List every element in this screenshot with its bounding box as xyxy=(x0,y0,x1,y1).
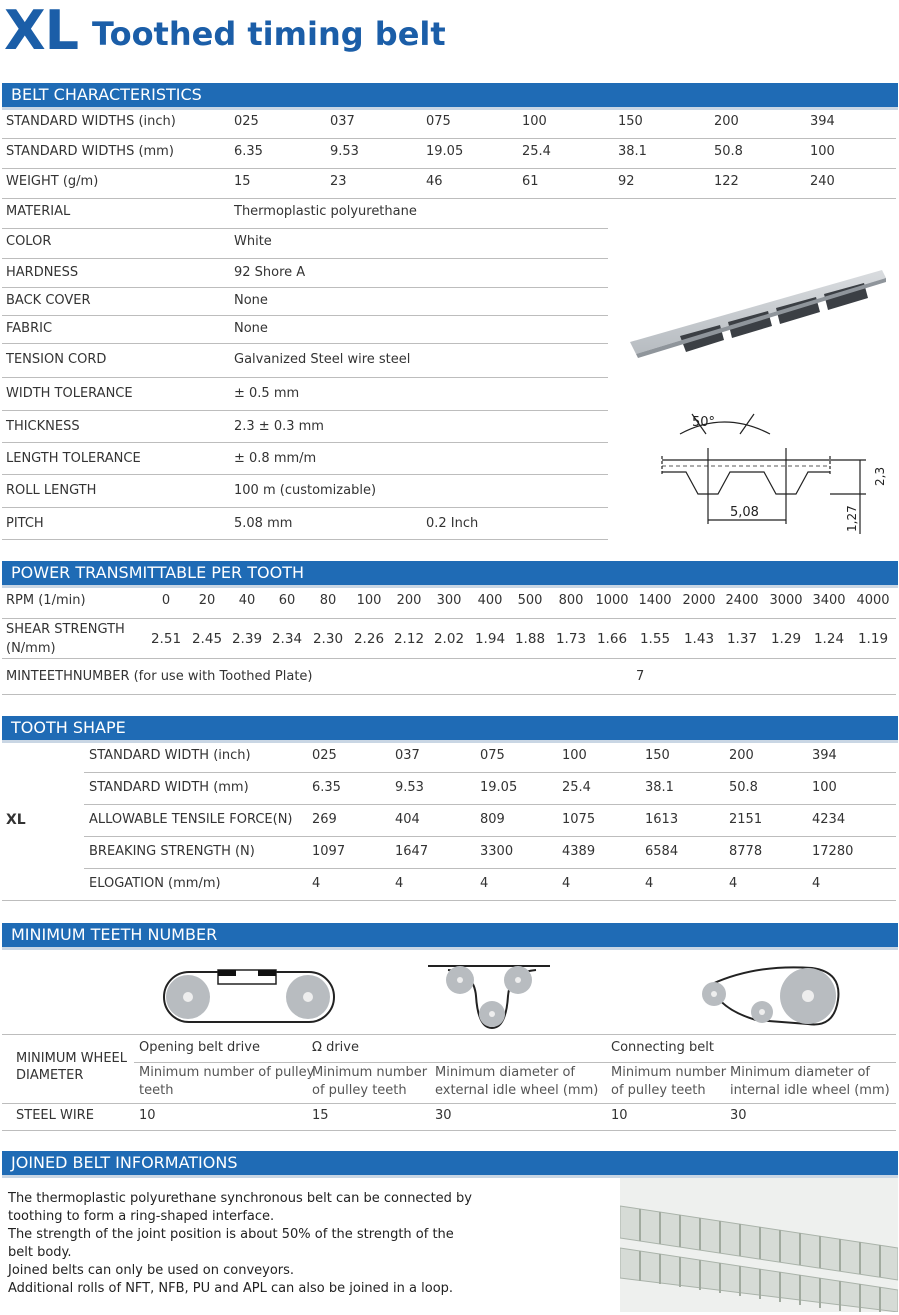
rpm-cell: 300 xyxy=(436,593,462,608)
shear-cell: 2.39 xyxy=(231,631,263,647)
tooth-cell: 200 xyxy=(729,748,754,763)
char-cell: 150 xyxy=(618,114,643,129)
tooth-cell: 150 xyxy=(645,748,670,763)
prop-value: None xyxy=(234,321,268,336)
joined-line: Joined belts can only be used on conveyors. xyxy=(8,1263,295,1278)
divider xyxy=(2,138,896,139)
opening-drive-drawing xyxy=(160,962,340,1032)
tooth-cell: 3300 xyxy=(480,844,514,859)
shear-cell: 1.29 xyxy=(770,631,802,647)
divider xyxy=(2,1103,896,1104)
tooth-cell: 1097 xyxy=(312,844,346,859)
rpm-cell: 3400 xyxy=(812,593,846,608)
prop-value: None xyxy=(234,293,268,308)
rpm-cell: 40 xyxy=(238,593,256,608)
tooth-row-label: STANDARD WIDTH (mm) xyxy=(89,780,249,795)
tooth-cell: 50.8 xyxy=(729,780,758,795)
divider xyxy=(2,658,896,659)
tooth-dim-label: 1,27 xyxy=(845,505,859,532)
shear-cell: 2.34 xyxy=(271,631,303,647)
tooth-cell: 4 xyxy=(312,876,321,891)
prop-label: HARDNESS xyxy=(6,265,79,280)
divider xyxy=(2,442,608,443)
divider xyxy=(2,258,608,259)
tooth-cell: 269 xyxy=(312,812,337,827)
steel-wire-label: STEEL WIRE xyxy=(16,1108,94,1123)
rpm-cell: 200 xyxy=(396,593,422,608)
char-cell: 23 xyxy=(330,174,347,189)
min-teeth-value: 7 xyxy=(636,669,645,684)
tooth-cell: 4 xyxy=(812,876,821,891)
tooth-cell: 19.05 xyxy=(480,780,518,795)
char-cell: 240 xyxy=(810,174,835,189)
min-wheel-label-2: DIAMETER xyxy=(16,1068,84,1083)
tooth-cell: 9.53 xyxy=(395,780,424,795)
caption-c5-2: internal idle wheel (mm) xyxy=(730,1083,890,1098)
section-tooth-shape: TOOTH SHAPE xyxy=(2,716,898,740)
divider xyxy=(2,377,608,378)
tooth-row-label: ELOGATION (mm/m) xyxy=(89,876,221,891)
rpm-cell: 100 xyxy=(356,593,382,608)
tooth-cell: 075 xyxy=(480,748,505,763)
tooth-cell: 6584 xyxy=(645,844,679,859)
tooth-cell: 100 xyxy=(812,780,837,795)
char-cell: 075 xyxy=(426,114,451,129)
tooth-cell: 4 xyxy=(729,876,738,891)
tooth-cell: 8778 xyxy=(729,844,763,859)
min-value: 30 xyxy=(435,1108,452,1123)
opening-label: Opening belt drive xyxy=(139,1040,260,1055)
caption-c3: Minimum diameter of xyxy=(435,1065,575,1080)
divider xyxy=(2,287,608,288)
char-cell: 6.35 xyxy=(234,144,263,159)
tooth-cell: 4 xyxy=(395,876,404,891)
char-row-label: STANDARD WIDTHS (mm) xyxy=(6,144,174,159)
divider xyxy=(2,198,896,199)
shear-cell: 1.88 xyxy=(514,631,546,647)
divider xyxy=(84,804,896,805)
char-cell: 100 xyxy=(522,114,547,129)
char-cell: 200 xyxy=(714,114,739,129)
rpm-cell: 3000 xyxy=(769,593,803,608)
divider xyxy=(2,900,896,901)
tooth-cell: 1613 xyxy=(645,812,679,827)
char-cell: 122 xyxy=(714,174,739,189)
caption-c4: Minimum number xyxy=(611,1065,727,1080)
shear-cell: 1.24 xyxy=(813,631,845,647)
min-value: 10 xyxy=(611,1108,628,1123)
tooth-cell: 1075 xyxy=(562,812,596,827)
divider xyxy=(2,1034,896,1035)
caption-c2: Minimum number xyxy=(312,1065,428,1080)
omega-label: Ω drive xyxy=(312,1040,359,1055)
tooth-cell: 100 xyxy=(562,748,587,763)
rpm-cell: 800 xyxy=(558,593,584,608)
shear-cell: 2.26 xyxy=(353,631,385,647)
prop-label: COLOR xyxy=(6,234,52,249)
pitch-dim-label: 5,08 xyxy=(730,505,759,520)
divider xyxy=(84,868,896,869)
divider xyxy=(2,507,608,508)
rpm-label: RPM (1/min) xyxy=(6,593,86,608)
shear-cell: 2.30 xyxy=(312,631,344,647)
min-wheel-label-1: MINIMUM WHEEL xyxy=(16,1051,127,1066)
joined-line: The strength of the joint position is about 50% of the strength of the xyxy=(8,1227,454,1242)
joined-text xyxy=(8,1190,478,1298)
joined-line: toothing to form a ring-shaped interface. xyxy=(8,1209,275,1224)
tooth-profile-diagram xyxy=(640,404,899,544)
prop-label: TENSION CORD xyxy=(6,352,107,367)
shear-unit: (N/mm) xyxy=(6,641,56,656)
belt-photo xyxy=(620,262,890,362)
caption-c3-2: external idle wheel (mm) xyxy=(435,1083,599,1098)
prop-label: ROLL LENGTH xyxy=(6,483,97,498)
tooth-cell: 394 xyxy=(812,748,837,763)
rpm-cell: 1400 xyxy=(638,593,672,608)
tooth-cell: 1647 xyxy=(395,844,429,859)
min-value: 30 xyxy=(730,1108,747,1123)
char-cell: 50.8 xyxy=(714,144,743,159)
tooth-cell: 6.35 xyxy=(312,780,341,795)
tooth-row-label: STANDARD WIDTH (inch) xyxy=(89,748,251,763)
divider xyxy=(2,694,896,695)
shear-cell: 1.37 xyxy=(726,631,758,647)
angle-label: 50° xyxy=(692,415,716,430)
char-cell: 394 xyxy=(810,114,835,129)
divider xyxy=(2,539,608,540)
char-cell: 92 xyxy=(618,174,635,189)
prop-value-2: 0.2 Inch xyxy=(426,516,479,531)
shear-cell: 2.02 xyxy=(433,631,465,647)
shear-cell: 1.19 xyxy=(857,631,889,647)
connecting-drive-drawing xyxy=(696,962,846,1034)
omega-drive-drawing xyxy=(424,962,554,1034)
section-joined: JOINED BELT INFORMATIONS xyxy=(2,1151,898,1175)
tooth-cell: 2151 xyxy=(729,812,763,827)
tooth-row-label: BREAKING STRENGTH (N) xyxy=(89,844,255,859)
char-row-label: WEIGHT (g/m) xyxy=(6,174,99,189)
char-cell: 9.53 xyxy=(330,144,359,159)
logo: XL xyxy=(4,0,79,62)
char-cell: 46 xyxy=(426,174,443,189)
tooth-cell: 4234 xyxy=(812,812,846,827)
prop-value: 100 m (customizable) xyxy=(234,483,377,498)
char-cell: 15 xyxy=(234,174,251,189)
rpm-cell: 80 xyxy=(319,593,337,608)
caption-c4-2: of pulley teeth xyxy=(611,1083,706,1098)
shear-cell: 1.55 xyxy=(639,631,671,647)
shear-cell: 2.51 xyxy=(150,631,182,647)
tooth-cell: 4 xyxy=(562,876,571,891)
divider xyxy=(2,618,896,619)
char-cell: 25.4 xyxy=(522,144,551,159)
prop-value: White xyxy=(234,234,272,249)
rpm-cell: 400 xyxy=(477,593,503,608)
height-dim-label: 2,3 xyxy=(873,466,887,486)
divider xyxy=(2,343,608,344)
prop-value: Galvanized Steel wire steel xyxy=(234,352,411,367)
shear-cell: 1.94 xyxy=(474,631,506,647)
rpm-cell: 2400 xyxy=(725,593,759,608)
divider xyxy=(2,315,608,316)
prop-label: WIDTH TOLERANCE xyxy=(6,386,133,401)
prop-label: MATERIAL xyxy=(6,204,71,219)
rpm-cell: 4000 xyxy=(856,593,890,608)
joined-belt-photo xyxy=(620,1178,898,1312)
tooth-cell: 38.1 xyxy=(645,780,674,795)
tooth-cell: 025 xyxy=(312,748,337,763)
divider xyxy=(2,1130,896,1131)
min-teeth-label: MINTEETHNUMBER (for use with Toothed Plate) xyxy=(6,669,313,684)
prop-value: ± 0.5 mm xyxy=(234,386,300,401)
prop-value: 2.3 ± 0.3 mm xyxy=(234,419,324,434)
joined-line: Additional rolls of NFT, NFB, PU and APL can also be joined in a loop. xyxy=(8,1281,454,1296)
shear-cell: 2.12 xyxy=(393,631,425,647)
min-value: 10 xyxy=(139,1108,156,1123)
rpm-cell: 20 xyxy=(198,593,216,608)
divider xyxy=(2,410,608,411)
rpm-cell: 2000 xyxy=(682,593,716,608)
caption-c5: Minimum diameter of xyxy=(730,1065,870,1080)
profile-label: XL xyxy=(6,812,26,828)
char-cell: 19.05 xyxy=(426,144,464,159)
shear-cell: 1.66 xyxy=(596,631,628,647)
prop-label: THICKNESS xyxy=(6,419,80,434)
min-value: 15 xyxy=(312,1108,329,1123)
divider xyxy=(2,474,608,475)
prop-value: 5.08 mm xyxy=(234,516,293,531)
joined-line: The thermoplastic polyurethane synchronous belt can be connected by xyxy=(8,1191,473,1206)
tooth-cell: 4 xyxy=(480,876,489,891)
prop-value: 92 Shore A xyxy=(234,265,306,280)
prop-value: Thermoplastic polyurethane xyxy=(234,204,417,219)
tooth-cell: 25.4 xyxy=(562,780,591,795)
tooth-cell: 809 xyxy=(480,812,505,827)
divider xyxy=(2,168,896,169)
prop-label: FABRIC xyxy=(6,321,53,336)
page-title: Toothed timing belt xyxy=(92,15,446,53)
rpm-cell: 0 xyxy=(161,593,171,608)
shear-cell: 1.43 xyxy=(683,631,715,647)
divider xyxy=(2,228,608,229)
divider xyxy=(84,836,896,837)
prop-label: LENGTH TOLERANCE xyxy=(6,451,141,466)
joined-line: belt body. xyxy=(8,1245,72,1260)
prop-label: BACK COVER xyxy=(6,293,91,308)
section-belt-characteristics: BELT CHARACTERISTICS xyxy=(2,83,898,107)
tooth-cell: 037 xyxy=(395,748,420,763)
tooth-cell: 4389 xyxy=(562,844,596,859)
section-min-teeth: MINIMUM TEETH NUMBER xyxy=(2,923,898,947)
shear-cell: 1.73 xyxy=(555,631,587,647)
shear-cell: 2.45 xyxy=(191,631,223,647)
prop-value: ± 0.8 mm/m xyxy=(234,451,317,466)
shear-label: SHEAR STRENGTH xyxy=(6,622,125,637)
tooth-cell: 4 xyxy=(645,876,654,891)
caption-c1-2: teeth xyxy=(139,1083,174,1098)
rpm-cell: 1000 xyxy=(595,593,629,608)
char-cell: 100 xyxy=(810,144,835,159)
caption-c2-2: of pulley teeth xyxy=(312,1083,407,1098)
divider xyxy=(84,772,896,773)
tooth-row-label: ALLOWABLE TENSILE FORCE(N) xyxy=(89,812,293,827)
connecting-label: Connecting belt xyxy=(611,1040,714,1055)
char-cell: 38.1 xyxy=(618,144,647,159)
rpm-cell: 60 xyxy=(278,593,296,608)
char-cell: 61 xyxy=(522,174,539,189)
char-cell: 025 xyxy=(234,114,259,129)
caption-c1: Minimum number of pulley xyxy=(139,1065,315,1080)
tooth-cell: 17280 xyxy=(812,844,854,859)
section-power: POWER TRANSMITTABLE PER TOOTH xyxy=(2,561,898,585)
rpm-cell: 500 xyxy=(517,593,543,608)
char-cell: 037 xyxy=(330,114,355,129)
divider xyxy=(134,1062,896,1063)
prop-label: PITCH xyxy=(6,516,44,531)
tooth-cell: 404 xyxy=(395,812,420,827)
char-row-label: STANDARD WIDTHS (inch) xyxy=(6,114,176,129)
